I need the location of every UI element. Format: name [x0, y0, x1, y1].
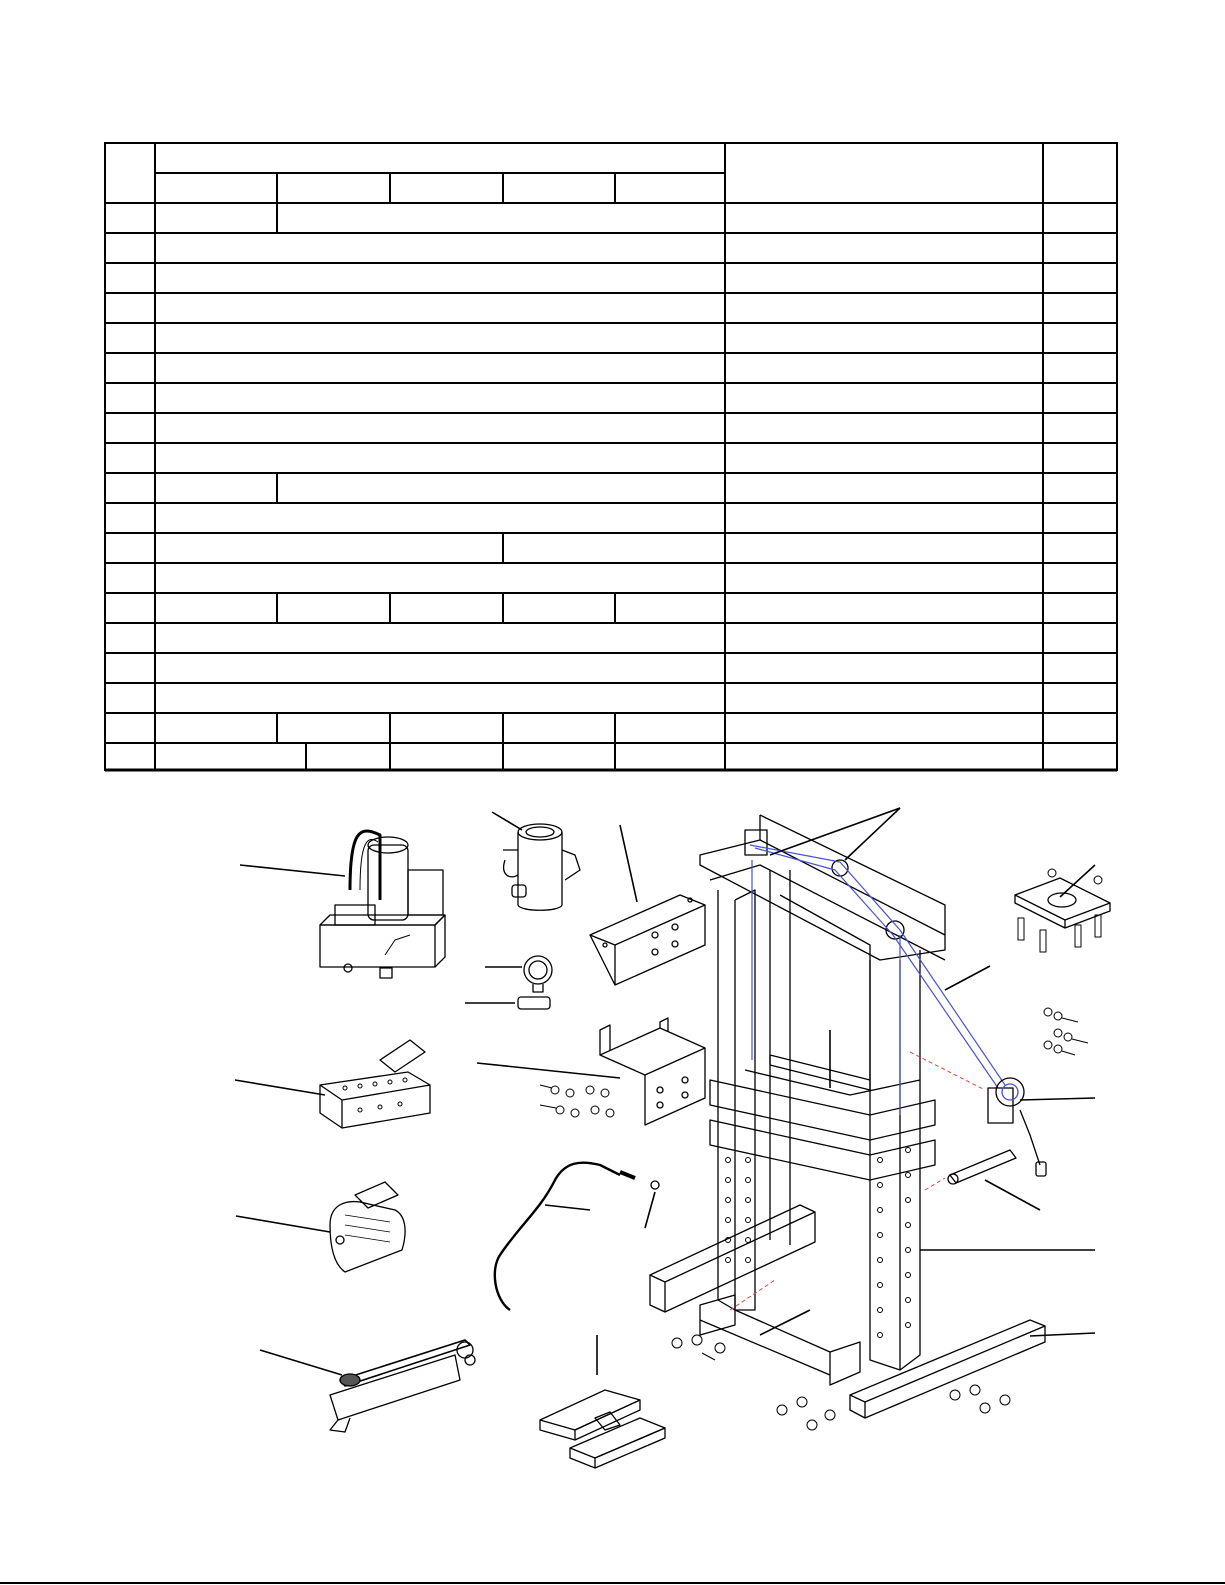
winch [988, 1078, 1046, 1176]
parts-table [0, 0, 1225, 780]
air-hydraulic-pump-box [235, 1040, 430, 1128]
hydraulic-cylinder [492, 812, 580, 910]
fastener-group-right [1044, 1008, 1088, 1055]
alignment-guides [730, 1052, 985, 1310]
winch-cable [750, 845, 1005, 1115]
hydraulic-hose [495, 1163, 659, 1310]
cylinder-adapter-block [590, 825, 705, 985]
leader-lines [760, 808, 1095, 1336]
hand-pump [260, 1340, 475, 1432]
press-frame [700, 815, 945, 1370]
footer-rule [0, 1582, 1225, 1584]
foot-pump [236, 1182, 405, 1272]
electric-pump-unit [240, 831, 445, 978]
base-foot-right [777, 1320, 1045, 1430]
v-blocks [540, 1335, 665, 1468]
table-row-lines [105, 203, 1117, 743]
pressure-gauge [465, 956, 552, 1009]
pin-handle [948, 1150, 1016, 1184]
saddle-plate [1015, 869, 1110, 952]
table-outer-border [105, 143, 1117, 770]
mounting-plate-and-bolts [477, 1018, 705, 1125]
exploded-parts-diagram [0, 780, 1225, 1585]
